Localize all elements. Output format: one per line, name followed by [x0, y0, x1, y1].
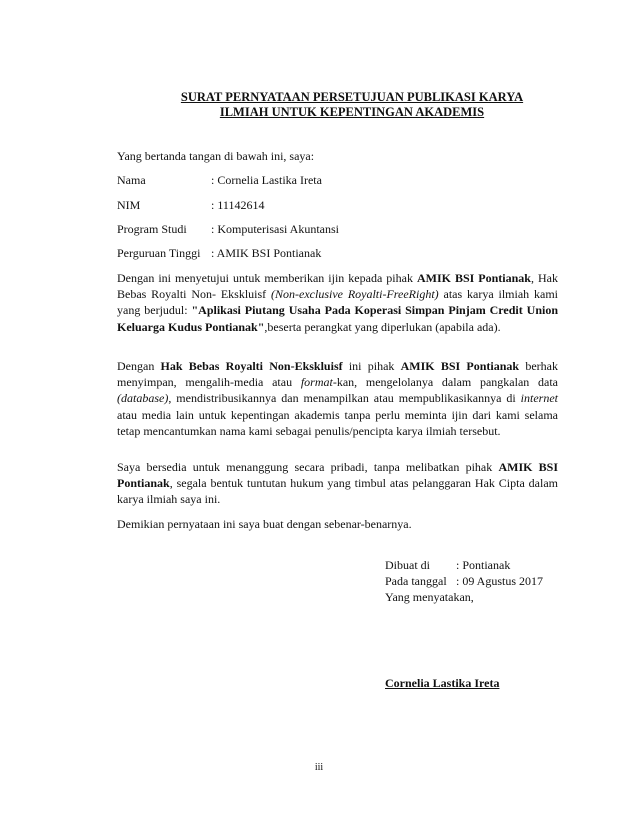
para2-institution: AMIK BSI Pontianak: [400, 359, 520, 373]
para2-internet-italic: internet: [520, 391, 558, 406]
tanggal-label: Pada tanggal: [385, 574, 447, 588]
para2-database-italic: (database): [117, 391, 169, 406]
intro-text: Yang bertanda tangan di bawah ini, saya:: [117, 149, 315, 163]
nama-label: Nama: [117, 173, 146, 187]
nim-label: NIM: [117, 198, 141, 212]
para2-text-3: berhak menyimpan, mengalih-media atau: [117, 359, 558, 390]
tanggal-value: : 09 Agustus 2017: [456, 574, 544, 588]
perguruan-tinggi-value: : AMIK BSI Pontianak: [211, 246, 322, 260]
paragraph-liability: [117, 459, 558, 508]
yang-menyatakan: Yang menyatakan,: [385, 590, 474, 604]
paragraph-consent: [117, 270, 558, 335]
page-number: iii: [314, 762, 324, 773]
para1-work-title: "Aplikasi Piutang Usaha Pada Koperasi Simpan Pinjam Credit Union Keluarga Kudus Pontianak": [117, 303, 559, 334]
para2-format-italic: format: [300, 375, 333, 390]
dibuat-label: Dibuat di: [385, 558, 430, 572]
closing-statement: Demikian pernyataan ini saya buat dengan sebenar-benarnya.: [117, 517, 412, 531]
dibuat-value: : Pontianak: [456, 558, 511, 572]
para3-text-1: Saya bersedia untuk menanggung secara pribadi, tanpa melibatkan pihak: [117, 460, 499, 474]
para2-text-5: , mendistribusikannya dan menampilkan atau mempublikasikannya di: [168, 391, 521, 406]
para2-text-1: Dengan: [117, 359, 161, 373]
para1-institution: AMIK BSI Pontianak: [416, 271, 531, 285]
para1-license-italic: (Non-exclusive Royalti-FreeRight): [271, 287, 439, 302]
signer-name: Cornelia Lastika Ireta: [385, 676, 500, 690]
para2-text-4: -kan, mengelolanya dalam pangkalan data: [332, 375, 558, 390]
paragraph-rights: [117, 358, 558, 439]
prodi-label: Program Studi: [117, 222, 187, 236]
title-line-2: ILMIAH UNTUK KEPENTINGAN AKADEMIS: [219, 105, 485, 119]
para3-institution: AMIK BSI Pontianak: [117, 460, 559, 491]
perguruan-tinggi-label: Perguruan Tinggi: [117, 246, 201, 260]
nim-value: : 11142614: [211, 198, 265, 212]
para1-text-1: Dengan ini menyetujui untuk memberikan ijin kepada pihak: [117, 271, 417, 285]
para2-text-6: atau media lain untuk kepentingan akademis tanpa perlu meminta ijin dari kami selama tetap mencantumkan nama kami sebagai penulis/pencipta karya ilmiah tersebut.: [117, 407, 558, 438]
para1-text-3: atas karya ilmiah kami yang berjudul:: [117, 287, 559, 318]
para1-text-4: ,beserta perangkat yang diperlukan (apabila ada).: [264, 319, 501, 334]
para3-text-2: , segala bentuk tuntutan hukum yang timbul atas pelanggaran Hak Cipta dalam karya ilmiah saya ini.: [117, 476, 558, 507]
para2-text-2: ini pihak: [342, 359, 401, 373]
para2-license: Hak Bebas Royalti Non-Ekskluisf: [160, 359, 343, 373]
para1-text-2: , Hak Bebas Royalti Non- Ekskluisf: [117, 271, 558, 302]
title-line-1: SURAT PERNYATAAN PERSETUJUAN PUBLIKASI KARYA: [180, 90, 524, 104]
document-title: [117, 90, 587, 120]
nama-value: : Cornelia Lastika Ireta: [211, 173, 322, 187]
prodi-value: : Komputerisasi Akuntansi: [211, 222, 339, 236]
